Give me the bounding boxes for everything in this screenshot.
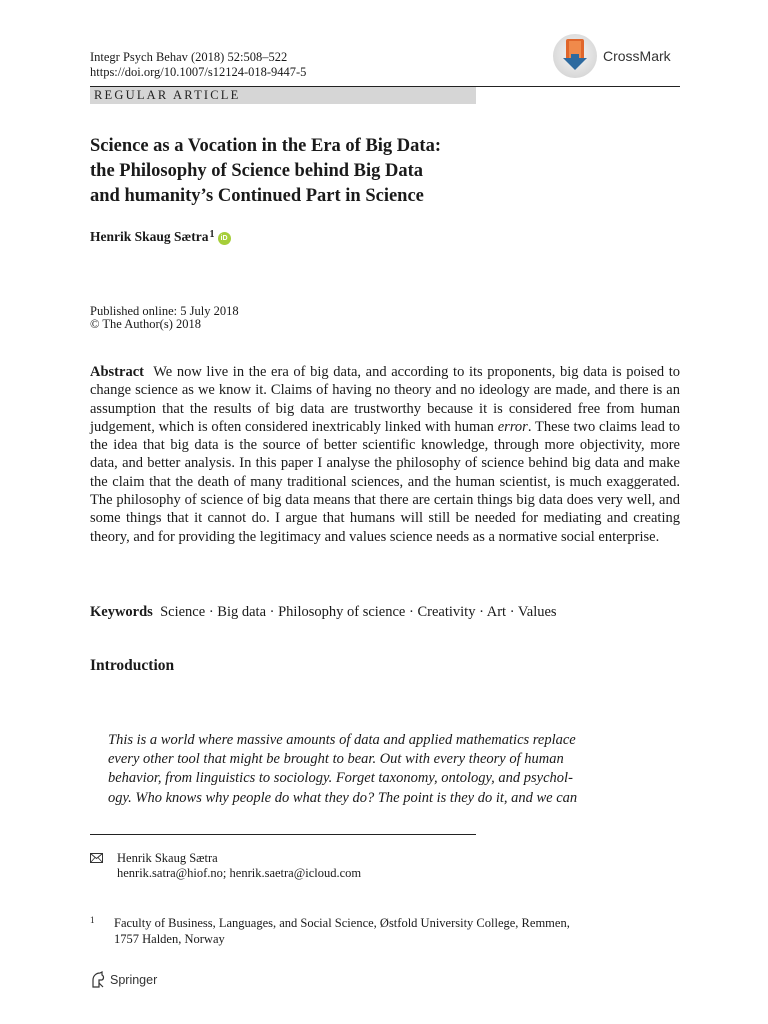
quote-line: This is a world where massive amounts of data and applied mathematics replace: [108, 732, 576, 748]
quote-line: ogy. Who knows why people do what they do? The point is they do it, and we can: [108, 789, 578, 806]
keyword-item: Big data: [217, 604, 267, 620]
article-type-banner: REGULAR ARTICLE: [90, 87, 476, 104]
springer-horse-icon: [90, 971, 106, 989]
keyword-separator: ·: [475, 604, 487, 620]
author-affiliation-mark: 1: [209, 229, 215, 240]
author-name[interactable]: Henrik Skaug Sætra: [90, 229, 209, 244]
keyword-item: Creativity: [417, 604, 476, 620]
keyword-separator: ·: [506, 604, 518, 620]
copyright-notice: © The Author(s) 2018: [90, 317, 201, 331]
orcid-icon[interactable]: iD: [218, 232, 231, 245]
keyword-separator: ·: [405, 604, 418, 620]
author-line: [90, 228, 231, 246]
envelope-icon: [90, 853, 103, 863]
abstract-text-part1: We now live in the era of big data, and according to its proponents, big data is poised to change science as we know it. Claims of having no theory and no ideology are made, and there is an assumption that the results of big data are trustworthy because it is considered free from human judgement, which is often considered inextricably linked with human: [90, 364, 680, 435]
journal-citation: Integr Psych Behav (2018) 52:508–522: [90, 50, 288, 64]
affiliation-line: Faculty of Business, Languages, and Social Science, Østfold University College, Remmen,: [114, 916, 570, 930]
publisher-logo: [90, 971, 157, 989]
section-heading: Introduction: [90, 657, 175, 674]
published-date: Published online: 5 July 2018: [90, 304, 239, 318]
publisher-name: Springer: [110, 973, 158, 987]
correspondence-email[interactable]: henrik.satra@hiof.no; henrik.saetra@icloud.com: [117, 866, 362, 880]
abstract-italic-word: error: [497, 418, 528, 435]
keyword-separator: ·: [205, 604, 218, 620]
crossmark-icon: [553, 34, 597, 78]
correspondence-name: Henrik Skaug Sætra: [117, 851, 218, 865]
footnote-rule: [90, 834, 476, 835]
abstract-label: Abstract: [90, 364, 144, 380]
keyword-item: Art: [486, 604, 507, 620]
crossmark-label: CrossMark: [603, 48, 671, 64]
affiliation-line: 1757 Halden, Norway: [114, 932, 225, 946]
crossmark-badge[interactable]: [553, 32, 671, 80]
block-quote: [108, 731, 660, 808]
doi-link[interactable]: https://doi.org/10.1007/s12124-018-9447-5: [90, 65, 307, 79]
title-line: and humanity’s Continued Part in Science: [90, 186, 424, 206]
keyword-item: Values: [517, 604, 557, 620]
keyword-item: Science: [160, 604, 206, 620]
keyword-item: Philosophy of science: [278, 604, 406, 620]
title-line: the Philosophy of Science behind Big Data: [90, 161, 424, 181]
keywords-label: Keywords: [90, 604, 153, 620]
title-line: Science as a Vocation in the Era of Big Data:: [90, 136, 441, 156]
quote-line: behavior, from linguistics to sociology. Forget taxonomy, ontology, and psychol-: [108, 770, 573, 787]
quote-line: every other tool that might be brought to bear. Out with every theory of human: [108, 751, 564, 768]
abstract: [90, 363, 680, 546]
keywords: [90, 603, 690, 621]
affiliation-number: 1: [90, 915, 95, 925]
abstract-text-part2: . These two claims lead to the idea that big data is the source of better scientific knowledge, through more objectivity, more data, and better analysis. In this paper I analyse the philosophy of science behind big data and make the claim that the death of many traditional sciences, and the human scientist, is much exaggerated. The philosophy of science of big data means that there are certain things big data does very well, and some things that it cannot do. I argue that humans will still be needed for mediating and creating theory, and for providing the legitimacy and values science needs as a normative social enterprise.: [90, 418, 680, 545]
keyword-separator: ·: [266, 604, 279, 620]
publication-info: [90, 305, 239, 331]
article-title: [90, 134, 690, 209]
